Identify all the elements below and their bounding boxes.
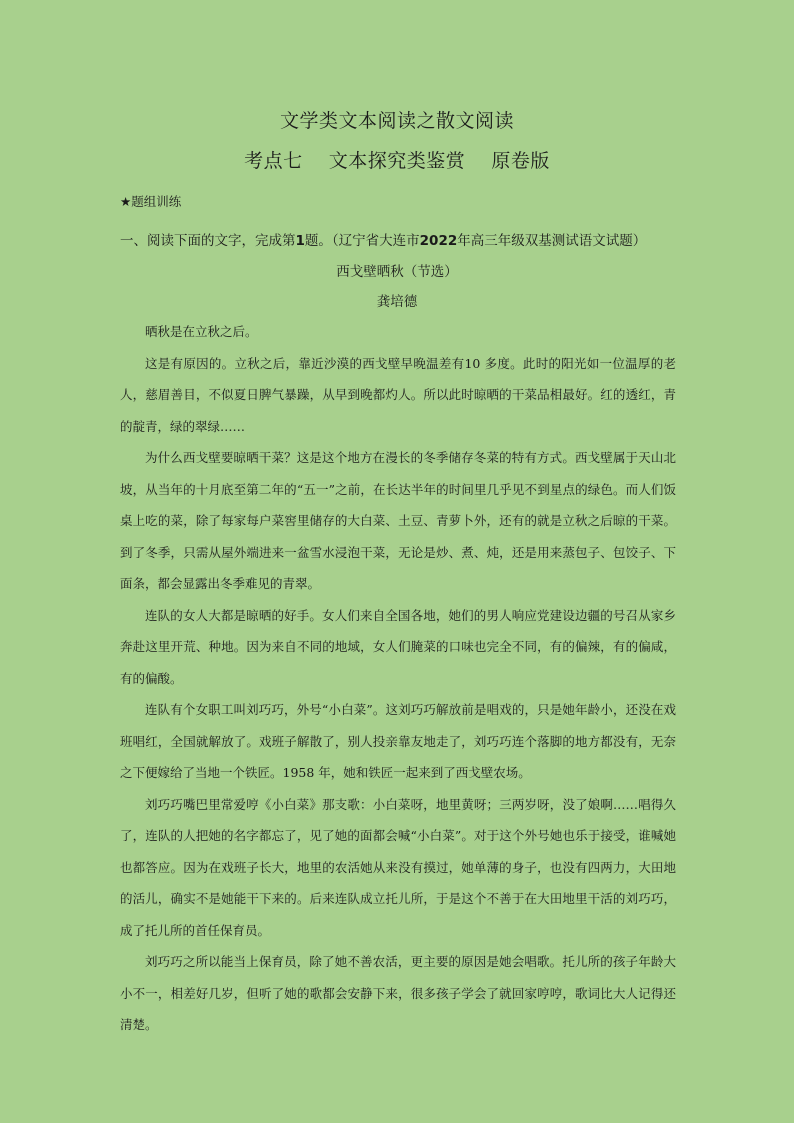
paragraph: 刘巧巧之所以能当上保育员，除了她不善农活，更主要的原因是她会唱歌。托儿所的孩子年龄大小不一，相差好几岁，但听了她的歌都会安静下来，很多孩子学会了就回家哼哼，歌词比大人记得还清楚。	[120, 954, 676, 1032]
question-prefix: 一、阅读下面的文字，完成第	[120, 233, 296, 249]
section-label: ★题组训练	[120, 194, 182, 209]
paragraph: 这是有原因的。立秋之后，靠近沙漠的西戈壁早晚温差有10 多度。此时的阳光如一位温厚的老人，慈眉善目，不似夏日脾气暴躁，从早到晚都灼人。所以此时晾晒的干菜品相最好。红的透红，青的靛青，绿的翠绿……	[120, 355, 676, 434]
paragraph: 刘巧巧嘴巴里常爱哼《小白菜》那支歌：小白菜呀，地里黄呀；三两岁呀，没了娘啊……唱得久了，连队的人把她的名字都忘了，见了她的面都会喊“小白菜”。对于这个外号她也乐于接受，谁喊她也都答应。因为在戏班子长大，地里的农活她从来没有摸过，她单薄的身子，也没有四两力，大田地的活儿，确实不是她能干下来的。后来连队成立托儿所，于是这个不善于在大田地里干活的刘巧巧，成了托儿所的首任保育员。	[120, 796, 676, 938]
paragraph: 为什么西戈壁要晾晒干菜？这是这个地方在漫长的冬季储存冬菜的特有方式。西戈壁属于天山北坡，从当年的十月底至第二年的“五一”之前，在长达半年的时间里几乎见不到星点的绿色。而人们饭桌上吃的菜，除了每家每户菜窖里储存的大白菜、土豆、青萝卜外，还有的就是立秋之后晾的干菜。到了冬季，只需从屋外端进来一盆雪水浸泡干菜，无论是炒、煮、炖，还是用来蒸包子、包饺子、下面条，都会显露出冬季难见的青翠。	[120, 450, 676, 591]
question-instruction	[120, 229, 646, 249]
essay-title: 西戈壁晒秋（节选）	[336, 264, 458, 280]
paragraph: 连队有个女职工叫刘巧巧，外号“小白菜”。这刘巧巧解放前是唱戏的，只是她年龄小，还没在戏班唱红，全国就解放了。戏班子解散了，别人投亲靠友地走了，刘巧巧连个落脚的地方都没有，无奈之下便嫁给了当地一个铁匠。1958 年，她和铁匠一起来到了西戈壁农场。	[120, 702, 676, 780]
question-middle: 题。（辽宁省大连市	[304, 233, 420, 249]
paragraph: 晒秋是在立秋之后。	[145, 324, 258, 339]
question-suffix: 年高三年级双基测试语文试题）	[457, 233, 647, 249]
question-year: 2022	[419, 233, 458, 249]
paragraph: 连队的女人大都是晾晒的好手。女人们来自全国各地，她们的男人响应党建设边疆的号召从家乡奔赴这里开荒、种地。因为来自不同的地域，女人们腌菜的口味也完全不同，有的偏辣，有的偏咸，有的偏酸。	[120, 607, 676, 686]
document-title: 文学类文本阅读之散文阅读	[279, 110, 514, 132]
question-number: 1	[295, 233, 305, 249]
document-subtitle: 考点七 文本探究类鉴赏 原卷版	[244, 150, 550, 172]
essay-body	[120, 316, 676, 1041]
essay-author: 龚培德	[376, 294, 418, 310]
